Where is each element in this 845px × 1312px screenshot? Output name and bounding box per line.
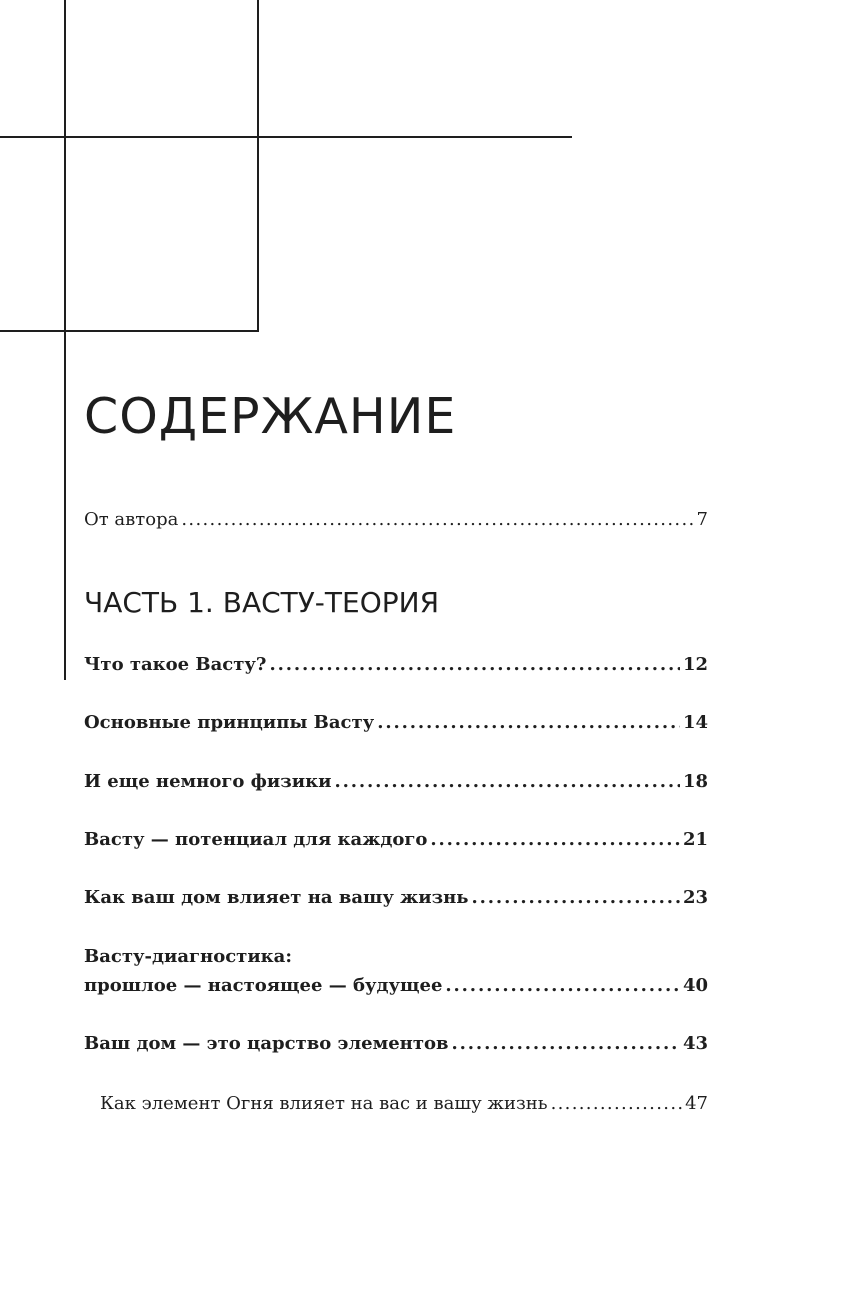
- toc-entry-label: прошлое — настоящее — будущее: [84, 975, 443, 996]
- toc-entry-label-line1: Васту-диагностика:: [84, 946, 292, 967]
- dot-leader: [472, 885, 680, 911]
- toc-subentry[interactable]: [100, 1091, 708, 1117]
- toc-entry-label: Как элемент Огня влияет на вас и вашу жизнь: [100, 1093, 548, 1114]
- toc-entry-label: От автора: [84, 509, 179, 530]
- toc-entry[interactable]: [84, 885, 708, 911]
- frame-line-vertical-left: [64, 0, 66, 680]
- page-title: СОДЕРЖАНИЕ: [84, 388, 457, 445]
- frame-line-horizontal-bottom: [0, 330, 259, 332]
- frame-line-horizontal-top: [0, 136, 572, 138]
- dot-leader: [377, 710, 680, 736]
- dot-leader: [430, 827, 680, 853]
- toc-entry-page: 18: [682, 771, 708, 792]
- part-title: ЧАСТЬ 1. ВАСТУ-ТЕОРИЯ: [84, 586, 440, 619]
- toc-entry[interactable]: [84, 827, 708, 853]
- toc-entry-label: Что такое Васту?: [84, 654, 267, 675]
- toc-entry-page: 21: [682, 829, 708, 850]
- dot-leader: [269, 652, 679, 678]
- toc-entry-label: Васту — потенциал для каждого: [84, 829, 428, 850]
- toc-entry-page: 7: [696, 509, 708, 530]
- dot-leader: [452, 1031, 680, 1057]
- toc-entry[interactable]: [84, 652, 708, 678]
- toc-entry-page: 47: [685, 1093, 708, 1114]
- toc-entry-page: 23: [682, 887, 708, 908]
- toc-entry-label: Ваш дом — это царство элементов: [84, 1033, 449, 1054]
- frame-line-vertical-right: [257, 0, 259, 332]
- toc-entry[interactable]: [84, 710, 708, 736]
- toc-entry-label: Основные принципы Васту: [84, 712, 375, 733]
- dot-leader: [181, 507, 693, 533]
- toc-entry-intro[interactable]: [84, 507, 708, 533]
- dot-leader: [445, 973, 680, 999]
- toc-entry-label: Как ваш дом влияет на вашу жизнь: [84, 887, 469, 908]
- toc-entry-page: 12: [682, 654, 708, 675]
- toc-entry[interactable]: [84, 1031, 708, 1057]
- toc-entry-page: 14: [682, 712, 708, 733]
- dot-leader: [334, 769, 679, 795]
- toc-entry-page: 40: [682, 975, 708, 996]
- toc-entry[interactable]: [84, 769, 708, 795]
- toc-entry-label: И еще немного физики: [84, 771, 332, 792]
- toc-entry-page: 43: [682, 1033, 708, 1054]
- dot-leader: [551, 1091, 683, 1117]
- toc-entry[interactable]: [84, 973, 708, 999]
